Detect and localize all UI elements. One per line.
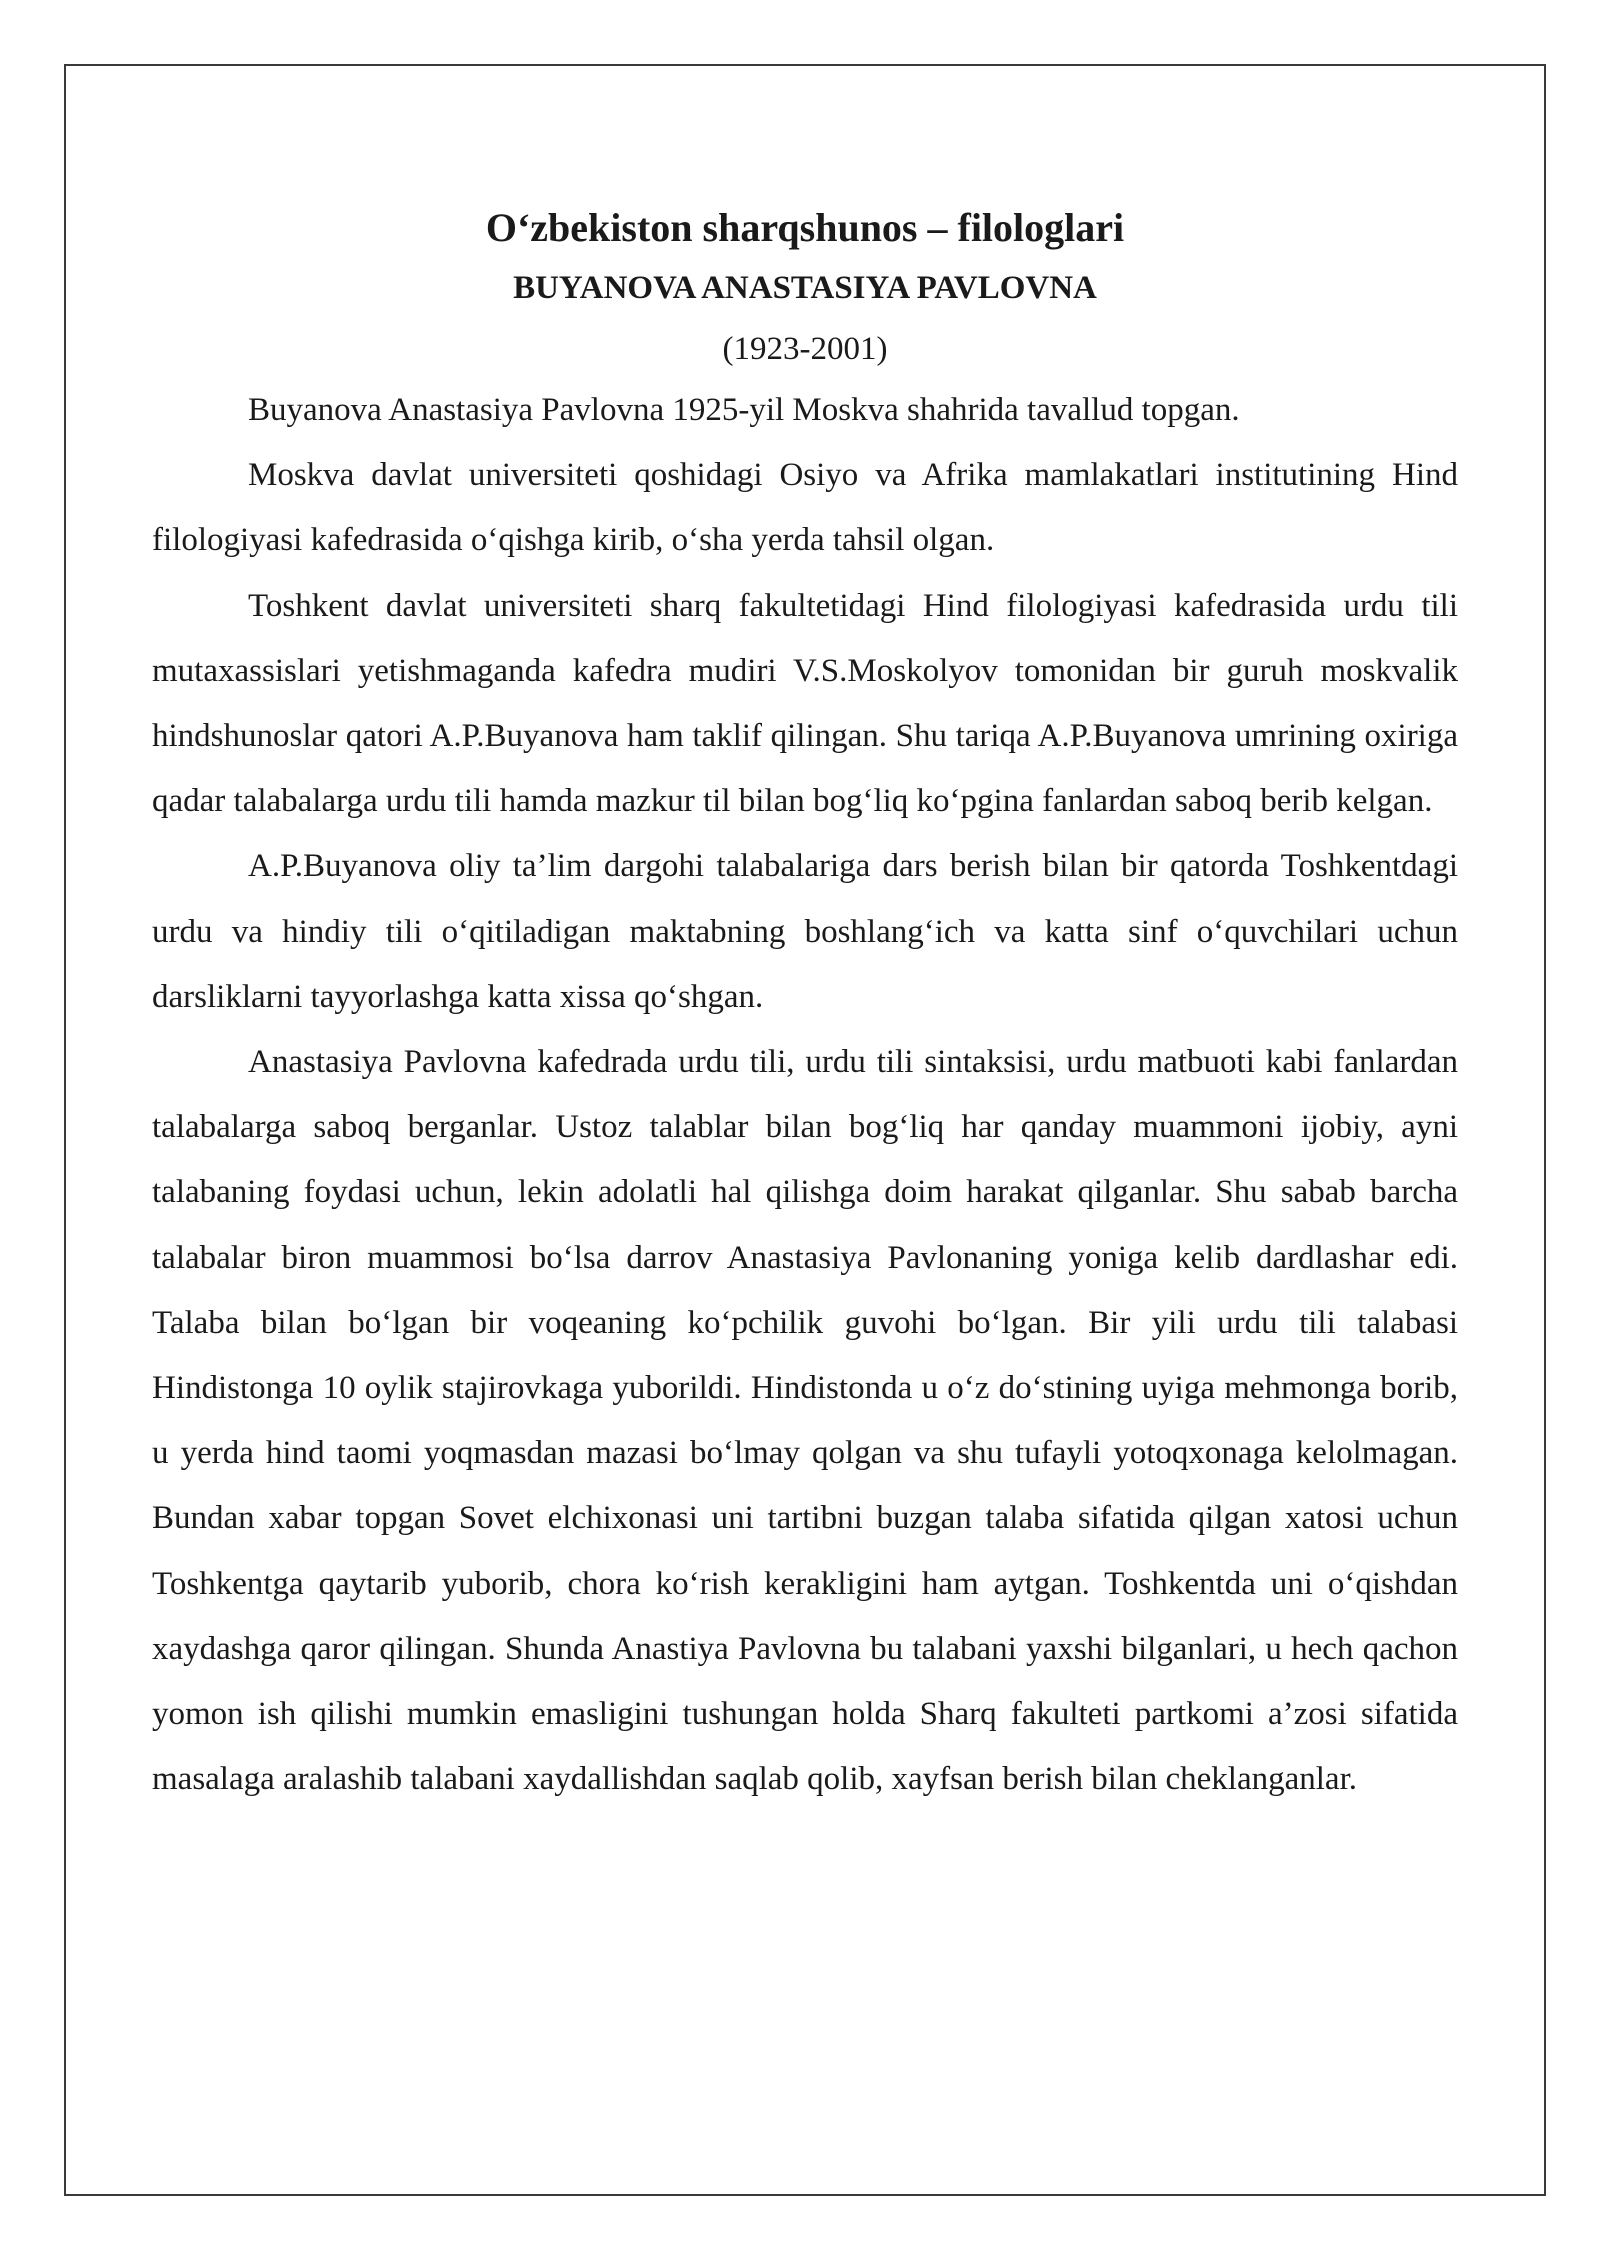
paragraph-education: Moskva davlat universiteti qoshidagi Osiyo va Afrika mamlakatlari institutining Hind filologiyasi kafedrasida o‘qishga kirib, o‘sha yerda tahsil olgan. bbox=[152, 457, 1458, 559]
paragraph-teaching: Anastasiya Pavlovna kafedrada urdu tili, urdu tili sintaksisi, urdu matbuoti kabi fanlardan talabalarga saboq berganlar. Ustoz talablar bilan bog‘liq har qanday muammoni ijobiy, ayni talabaning foydasi uchun, lekin adolatli hal qilishga doim harakat qilganlar. Shu sabab barcha talabalar biron muammosi bo‘lsa darrov Anastasiya Pavlonaning yoniga kelib dardlashar edi. Talaba bilan bo‘lgan bir voqeaning ko‘pchilik guvohi bo‘lgan. Bir yili urdu tili talabasi Hindistonga 10 oylik stajirovkaga yuborildi. Hindistonda u o‘z do‘stining uyiga mehmonga borib, u yerda hind taomi yoqmasdan mazasi bo‘lmay qolgan va shu tufayli yotoqxonaga kelolmagan. Bundan xabar topgan Sovet elchixonasi uni tartibni buzgan talaba sifatida qilgan xatosi uchun Toshkentga qaytarib yuborib, chora ko‘rish kerakligini ham aytgan. Toshkentda uni o‘qishdan xaydashga qaror qilingan. Shunda Anastiya Pavlovna bu talabani yaxshi bilganlari, u hech qachon yomon ish qilishi mumkin emasligini tushungan holda Sharq fakulteti partkomi a’zosi sifatida masalaga aralashib talabani xaydallishdan saqlab qolib, xayfsan berish bilan cheklanganlar. bbox=[152, 1044, 1458, 1798]
person-name: BUYANOVA ANASTASIYA PAVLOVNA bbox=[513, 270, 1097, 306]
document-title: O‘zbekiston sharqshunos – filologlari bbox=[485, 205, 1125, 250]
paragraph-birth: Buyanova Anastasiya Pavlovna 1925-yil Moskva shahrida tavallud topgan. bbox=[248, 392, 1240, 428]
life-years: (1923-2001) bbox=[722, 331, 888, 367]
paragraph-textbooks: A.P.Buyanova oliy ta’lim dargohi talabalariga dars berish bilan bir qatorda Toshkentdagi urdu va hindiy tili o‘qitiladigan maktabning boshlang‘ich va katta sinf o‘quvchilari uchun darsliklarni tayyorlashga katta xissa qo‘shgan. bbox=[152, 848, 1458, 1015]
paragraph-invitation: Toshkent davlat universiteti sharq fakultetidagi Hind filologiyasi kafedrasida urdu tili mutaxassislari yetishmaganda kafedra mudiri V.S.Moskolyov tomonidan bir guruh moskvalik hindshunoslar qatori A.P.Buyanova ham taklif qilingan. Shu tariqa A.P.Buyanova umrining oxiriga qadar talabalarga urdu tili hamda mazkur til bilan bog‘liq ko‘pgina fanlardan saboq berib kelgan. bbox=[152, 587, 1458, 820]
document-body bbox=[152, 200, 1458, 1812]
